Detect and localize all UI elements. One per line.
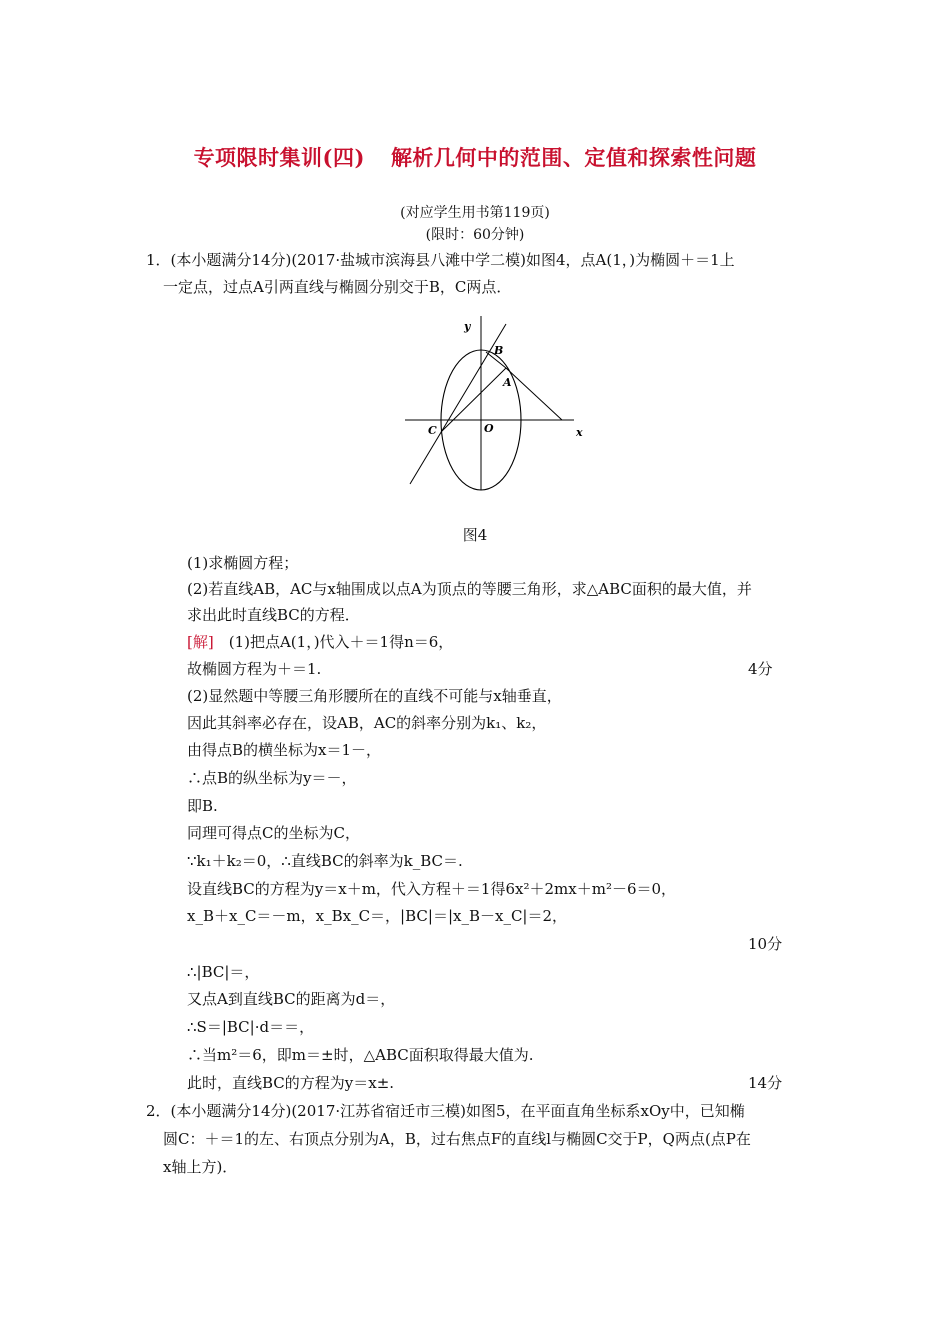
label-b: B (494, 344, 504, 357)
q1-part2-line1: (2)若直线AB，AC与x轴围成以点A为顶点的等腰三角形，求△ABC面积的最大值，并 (187, 580, 752, 598)
figure-caption: 图4 (462, 526, 488, 544)
score-4: 4分 (748, 660, 773, 678)
line-a (506, 368, 562, 420)
q2-line3: x轴上方)． (163, 1158, 238, 1176)
label-c: C (428, 424, 437, 437)
solution-line-7: 即B. (187, 797, 218, 815)
q2-line1: 2．(本小题满分14分)(2017·江苏省宿迁市三模)如图5，在平面直角坐标系xOy中，已知椭 (146, 1102, 745, 1120)
solution-line-6: ∴点B的纵坐标为y＝－， (187, 769, 357, 787)
score-14: 14分 (748, 1074, 783, 1092)
solution-line-10: 设直线BC的方程为y＝x＋m，代入方程＋＝1得6x²＋2mx＋m²－6＝0， (187, 880, 677, 898)
time-limit: (限时：60分钟) (425, 227, 525, 243)
solution-line-1: [解] (1)把点A(1，)代入＋＝1得n＝6， (187, 633, 454, 651)
solution-line-8: 同理可得点C的坐标为C， (187, 824, 360, 842)
solution-line-5: 由得点B的横坐标为x＝1－， (187, 741, 382, 759)
solution-line-3: (2)显然题中等腰三角形腰所在的直线不可能与x轴垂直， (187, 687, 562, 705)
q1-part1: (1)求椭圆方程； (187, 554, 299, 572)
figure-4 (400, 312, 590, 492)
solution-line-4: 因此其斜率必存在，设AB，AC的斜率分别为k₁、k₂， (187, 714, 547, 732)
label-y: y (464, 320, 471, 333)
solution-tag: [解] (187, 633, 214, 651)
q1-line2: 一定点，过点A引两直线与椭圆分别交于B，C两点． (163, 278, 512, 296)
label-x: x (576, 426, 583, 439)
label-o: O (484, 422, 494, 435)
solution-line-13: 又点A到直线BC的距离为d＝， (187, 990, 396, 1008)
score-10: 10分 (748, 935, 783, 953)
title-right: 解析几何中的范围、定值和探索性问题 (390, 145, 757, 170)
solution-line-12: ∴|BC|＝， (187, 963, 260, 981)
title-left: 专项限时集训(四) (193, 145, 365, 170)
solution-line-11: x_B＋x_C＝－m，x_Bx_C＝，|BC|＝|x_B－x_C|＝2， (187, 907, 568, 925)
q2-line2: 圆C：＋＝1的左、右顶点分别为A，B，过右焦点F的直线l与椭圆C交于P，Q两点(点P在 (163, 1130, 751, 1148)
q1-line1: 1．(本小题满分14分)(2017·盐城市滨海县八滩中学二模)如图4，点A(1，)为椭圆＋＝1上 (146, 251, 735, 269)
solution-line-16: 此时，直线BC的方程为y＝x±. (187, 1074, 395, 1092)
page-title (0, 142, 950, 172)
textbook-reference: (对应学生用书第119页) (400, 205, 550, 221)
solution-line-2: 故椭圆方程为＋＝1. (187, 660, 322, 678)
solution-line-9: ∵k₁＋k₂＝0，∴直线BC的斜率为k_BC＝. (187, 852, 463, 870)
solution-line-14: ∴S＝|BC|·d＝＝， (187, 1018, 315, 1036)
solution-line-15: ∴当m²＝6，即m＝±时，△ABC面积取得最大值为. (187, 1046, 534, 1064)
line-cb (410, 324, 506, 484)
label-a: A (503, 376, 512, 389)
q1-part2-line2: 求出此时直线BC的方程． (187, 606, 360, 624)
